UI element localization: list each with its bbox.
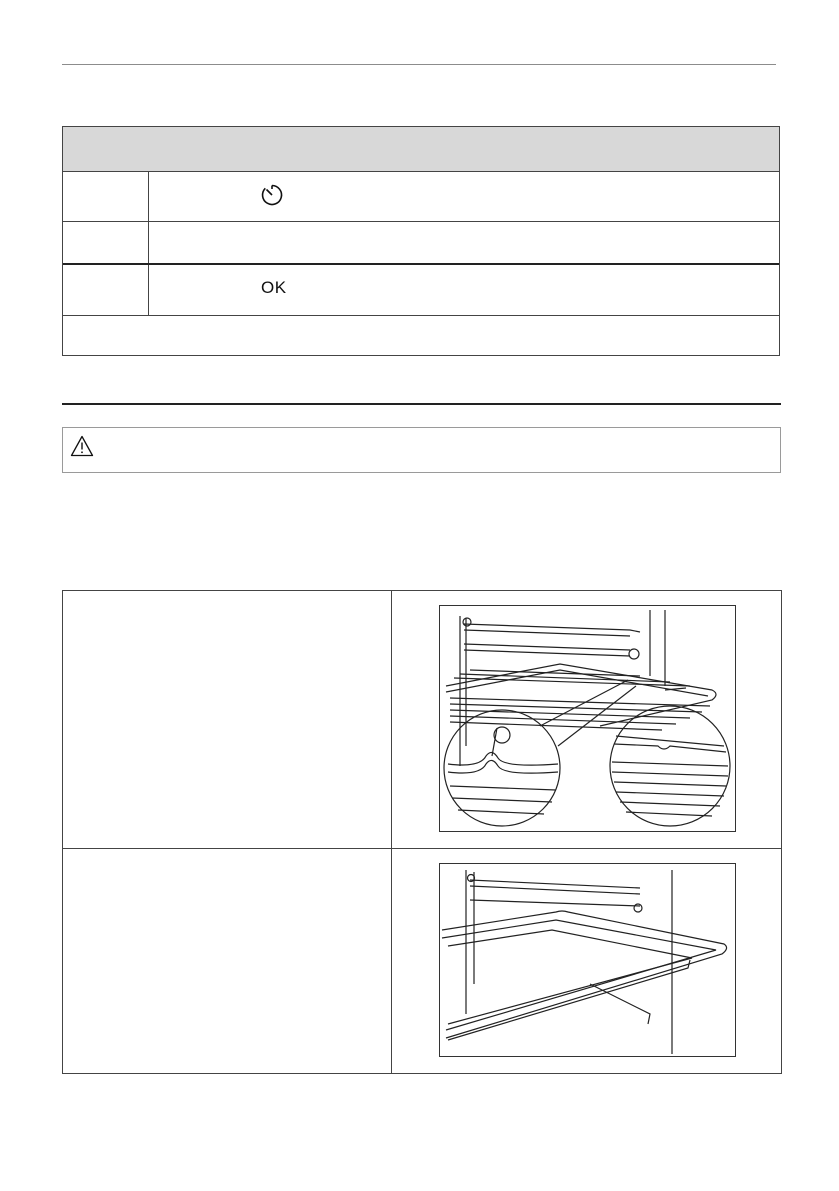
table-row xyxy=(63,222,779,265)
steps-table xyxy=(62,126,780,356)
header-rule xyxy=(62,64,776,65)
step-description-cell xyxy=(149,222,779,263)
step-number-cell xyxy=(63,265,149,315)
section-rule xyxy=(62,403,781,405)
ok-button-symbol: OK xyxy=(261,278,287,297)
timer-icon xyxy=(260,183,284,207)
steps-table-note xyxy=(63,316,779,355)
accessory-text-cell xyxy=(63,591,391,848)
baking-tray-insertion-illustration xyxy=(439,863,736,1057)
table-row xyxy=(63,265,779,316)
accessories-table xyxy=(62,590,782,1074)
steps-table-header xyxy=(63,127,779,172)
table-row xyxy=(63,171,779,222)
wire-shelf-insertion-illustration xyxy=(439,605,736,832)
step-number-cell xyxy=(63,171,149,221)
step-description-cell xyxy=(149,265,779,315)
step-description-cell xyxy=(149,171,779,221)
step-number-cell xyxy=(63,222,149,263)
warning-box xyxy=(62,427,781,473)
accessory-text-cell xyxy=(63,849,391,1073)
warning-triangle-icon xyxy=(70,435,94,457)
